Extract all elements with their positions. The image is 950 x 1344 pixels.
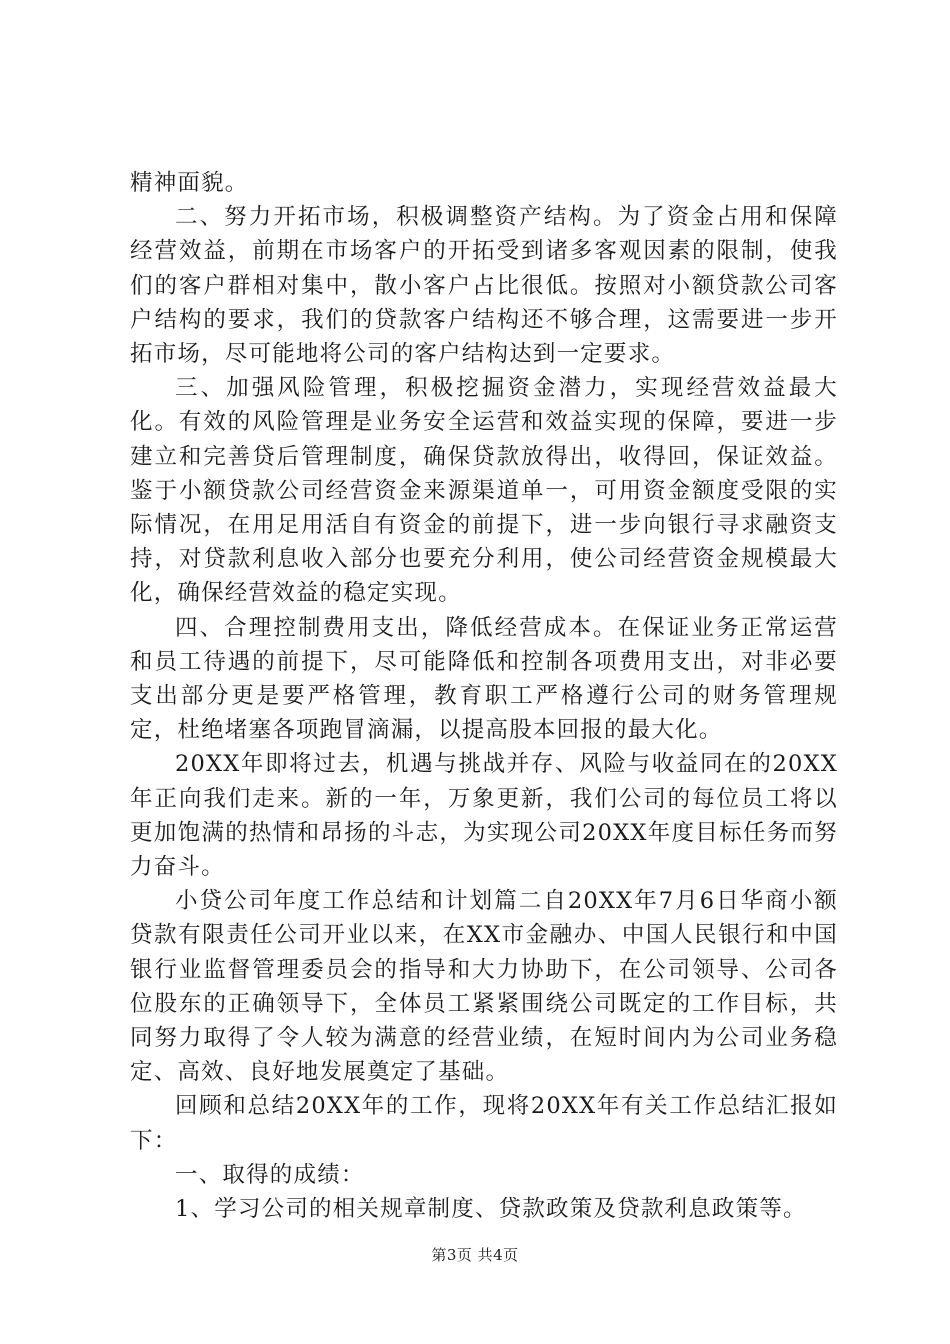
- paragraph-7: 回顾和总结20XX年的工作，现将20XX年有关工作总结汇报如下：: [130, 1093, 838, 1154]
- paragraph-8: 一、取得的成绩：: [175, 1161, 365, 1188]
- paragraph-9: 1、学习公司的相关规章制度、贷款政策及贷款利息政策等。: [175, 1196, 807, 1223]
- page-number-footer: 第3页 共4页: [431, 1246, 519, 1264]
- paragraph-2: 二、努力开拓市场，积极调整资产结构。为了资金占用和保障经营效益，前期在市场客户的开拓受到诸多客观因素的限制，使我们的客户群相对集中，散小客户占比很低。按照对小额贷款公司客户结构的要求，我们的贷款客户结构还不够合理，这需要进一步开拓市场，尽可能地将公司的客户结构达到一定要求。: [130, 204, 838, 368]
- paragraph-6: 小贷公司年度工作总结和计划篇二自20XX年7月6日华商小额贷款有限责任公司开业以来，在XX市金融办、中国人民银行和中国银行业监督管理委员会的指导和大力协助下，在公司领导、公司各位股东的正确领导下，全体员工紧紧围绕公司既定的工作目标，共同努力取得了令人较为满意的经营业绩，在短时间内为公司业务稳定、高效、良好地发展奠定了基础。: [130, 888, 838, 1086]
- paragraph-3: 三、加强风险管理，积极挖掘资金潜力，实现经营效益最大化。有效的风险管理是业务安全运营和效益实现的保障，要进一步建立和完善贷后管理制度，确保贷款放得出，收得回，保证效益。鉴于小额贷款公司经营资金来源渠道单一，可用资金额度受限的实际情况，在用足用活自有资金的前提下，进一步向银行寻求融资支持，对贷款利息收入部分也要充分利用，使公司经营资金规模最大化，确保经营效益的稳定实现。: [130, 375, 838, 607]
- paragraph-1: 精神面貌。: [130, 170, 249, 196]
- paragraph-4: 四、合理控制费用支出，降低经营成本。在保证业务正常运营和员工待遇的前提下，尽可能降低和控制各项费用支出，对非必要支出部分更是要严格管理，教育职工严格遵行公司的财务管理规定，杜绝堵塞各项跑冒滴漏，以提高股本回报的最大化。: [130, 614, 838, 744]
- paragraph-5: 20XX年即将过去，机遇与挑战并存、风险与收益同在的20XX年正向我们走来。新的一年，万象更新，我们公司的每位员工将以更加饱满的热情和昂扬的斗志，为实现公司20XX年度目标任务而努力奋斗。: [130, 751, 838, 881]
- document-body: [130, 166, 838, 1226]
